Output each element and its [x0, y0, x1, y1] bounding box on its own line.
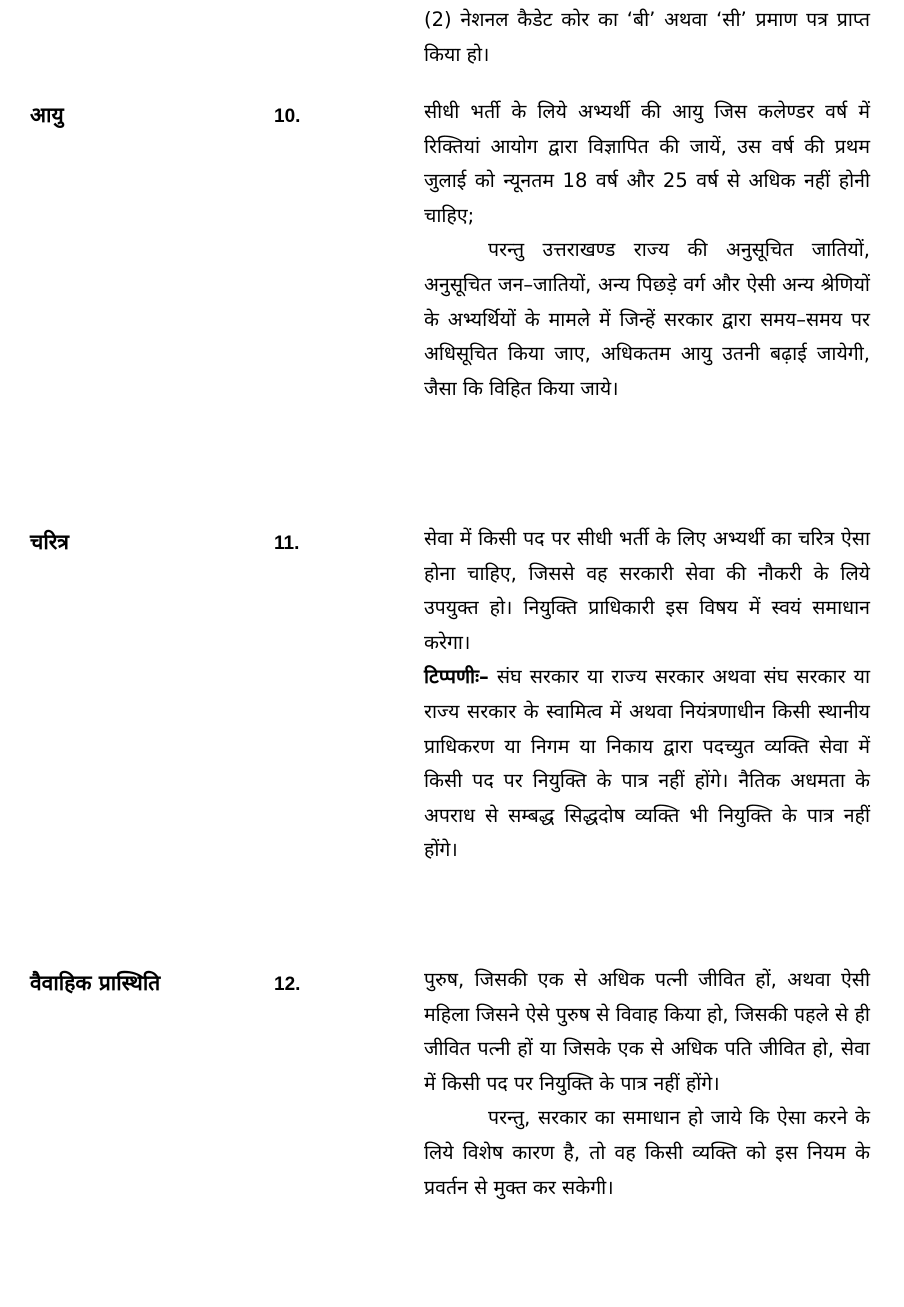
age-paragraph-1: सीधी भर्ती के लिये अभ्यर्थी की आयु जिस कलेण्डर वर्ष में रिक्तियां आयोग द्वारा विज्ञापित की जायें, उस वर्ष की प्रथम जुलाई को न्यूनतम 18 वर्ष और 25 वर्ष से अधिक नहीं होनी चाहिए; — [424, 100, 870, 227]
section-number-11: 11. — [274, 533, 300, 554]
marital-paragraph-1: पुरुष, जिसकी एक से अधिक पत्नी जीवित हों, अथवा ऐसी महिला जिसने ऐसे पुरुष से विवाह किया हो, जिसकी पहले से ही जीवित पत्नी हों या जिसके एक से अधिक पति जीवित हो, सेवा में किसी पद पर नियुक्ति के पात्र नहीं होंगे। — [424, 968, 870, 1095]
section-heading-marital-status: वैवाहिक प्रास्थिति — [30, 971, 161, 995]
intro-text: (2) नेशनल कैडेट कोर का ‘बी’ अथवा ‘सी’ प्रमाण पत्र प्राप्त किया हो। — [424, 8, 870, 66]
section-body-character — [424, 522, 870, 868]
section-heading-age: आयु — [30, 103, 64, 127]
section-heading-character: चरित्र — [30, 530, 69, 554]
note-label: टिप्पणीः– — [424, 665, 489, 689]
character-paragraph: सेवा में किसी पद पर सीधी भर्ती के लिए अभ्यर्थी का चरित्र ऐसा होना चाहिए, जिससे वह सरकारी सेवा की नौकरी के लिये उपयुक्त हो। नियुक्ति प्राधिकारी इस विषय में स्वयं समाधान करेगा। — [424, 527, 870, 654]
character-note — [424, 660, 870, 868]
section-number-10: 10. — [274, 106, 301, 127]
section-number-12: 12. — [274, 974, 301, 995]
section-body-age — [424, 95, 870, 406]
marital-paragraph-proviso: परन्तु, सरकार का समाधान हो जाये कि ऐसा करने के लिये विशेष कारण है, तो वह किसी व्यक्ति को इस नियम के प्रवर्तन से मुक्त कर सकेगी। — [424, 1106, 870, 1199]
intro-paragraph — [424, 3, 870, 72]
note-text: संघ सरकार या राज्य सरकार अथवा संघ सरकार या राज्य सरकार के स्वामित्व में अथवा नियंत्रणाधीन किसी स्थानीय प्राधिकरण या निगम या निकाय द्वारा पदच्युत व्यक्ति सेवा में किसी पद पर नियुक्ति के पात्र नहीं होंगे। नैतिक अधमता के अपराध से सम्बद्ध सिद्धदोष व्यक्ति भी नियुक्ति के पात्र नहीं होंगे। — [424, 665, 870, 862]
section-body-marital-status — [424, 963, 870, 1205]
age-paragraph-proviso: परन्तु उत्तराखण्ड राज्य की अनुसूचित जातियों, अनुसूचित जन–जातियों, अन्य पिछड़े वर्ग और ऐसी अन्य श्रेणियों के अभ्यर्थियों के मामले में जिन्हें सरकार द्वारा समय–समय पर अधिसूचित किया जाए, अधिकतम आयु उतनी बढ़ाई जायेगी, जैसा कि विहित किया जाये। — [424, 238, 870, 400]
